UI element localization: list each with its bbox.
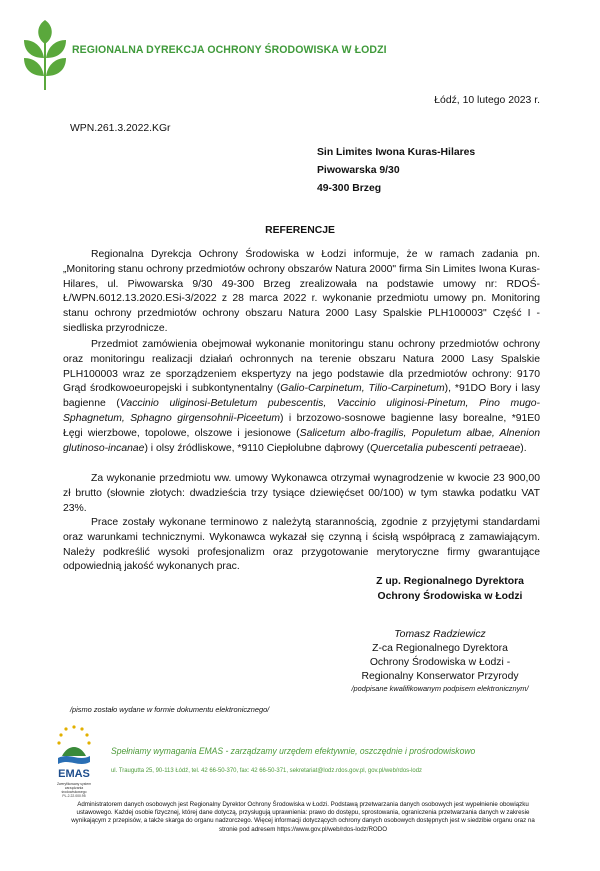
document-title: REFERENCJE bbox=[265, 225, 335, 236]
signature-on-behalf-1: Z up. Regionalnego Dyrektora bbox=[376, 576, 524, 587]
electronic-note: /pismo zostało wydane w formie dokumentu elektronicznego/ bbox=[70, 705, 270, 714]
addressee-line-3: 49-300 Brzeg bbox=[317, 183, 382, 194]
p2-text-4: ) i olsy źródliskowe, *9110 Ciepłolubne dąbrowy ( bbox=[144, 442, 371, 454]
p2-species-1: Galio-Carpinetum, Tilio-Carpinetum bbox=[280, 383, 445, 395]
reference-number: WPN.261.3.2022.KGr bbox=[70, 123, 171, 134]
p2-text-5: ). bbox=[520, 442, 527, 454]
footer-address: ul. Traugutta 25, 90-113 Łódź, tel. 42 66-50-370, fax: 42 66-50-371, sekretariat@lodz.rdos.gov.pl, gov.pl/web/rdos-lodz bbox=[111, 767, 422, 774]
p2-text-2: ), *91DO Bory i lasy bagienne ( bbox=[63, 383, 541, 410]
emas-caption bbox=[44, 782, 104, 798]
addressee-line-2: Piwowarska 9/30 bbox=[317, 165, 400, 176]
date-line: Łódź, 10 lutego 2023 r. bbox=[434, 95, 540, 106]
signatory-name: Tomasz Radziewicz bbox=[394, 629, 486, 640]
signed-note: /podpisane kwalifikowanym podpisem elektronicznym/ bbox=[351, 684, 529, 693]
leaf-logo-icon bbox=[22, 18, 68, 94]
paragraph-1: Regionalna Dyrekcja Ochrony Środowiska w Łodzi informuje, że w ramach zadania pn. „Monitoring stanu ochrony przedmiotów ochrony obszarów Natura 2000" firma Sin Limites Iwona Kuras-Hilares, ul. Piwowarska 9/30 49-300 Brzeg zrealizowała na podstawie umowy nr: RDOŚ-Ł/WPN.6012.13.2020.ESi-3/2022 z 28 marca 2022 r. wykonanie przedmiotu umowy pn. Monitoring stanu ochrony przedmiotów ochrony obszaru Natura 2000 Lasy Spalskie PLH100003" Część I - siedliska przyrodnicze. bbox=[63, 249, 540, 334]
emas-emblem-icon bbox=[44, 722, 104, 770]
emas-caption-2: zarządzania bbox=[64, 786, 84, 790]
emas-label: EMAS bbox=[58, 768, 90, 780]
signature-on-behalf-2: Ochrony Środowiska w Łodzi bbox=[377, 591, 523, 602]
signatory-role-2: Ochrony Środowiska w Łodzi - bbox=[369, 657, 511, 668]
p2-species-4: Quercetalia pubescenti petraeae bbox=[370, 442, 521, 454]
gdpr-notice: Administratorem danych osobowych jest Regionalny Dyrektor Ochrony Środowiska w Łodzi. Podstawą przetwarzania danych osobowych jest wypełnienie obowiązku ustawowego. Każdej osobie fizycznej, której dane dotyczą, przysługują uprawnienia: prawo do dostępu, sprostowania, ograniczenia przetwarzania danych w zakresie wynikającym z przepisów, a także skarga do organu nadzorczego. Więcej informacji dotyczących ochrony danych osobowych dostępnych jest w siedzibie organu oraz na stronie pod adresem https://www.gov.pl/web/rdos-lodz/RODO bbox=[71, 801, 535, 833]
paragraph-3: Za wykonanie przedmiotu ww. umowy Wykonawca otrzymał wynagrodzenie w kwocie 23 900,00 zł brutto (słownie złotych: dwadzieścia trzy tysiące dziewięćset 00/100) w tym stawka podatku VAT 23%. bbox=[63, 473, 540, 514]
emas-caption-1: Zweryfikowany system bbox=[56, 782, 92, 786]
signatory-role-3: Regionalny Konserwator Przyrody bbox=[361, 671, 519, 682]
footer-slogan: Spełniamy wymagania EMAS - zarządzamy urzędem efektywnie, oszczędnie i prośrodowiskowo bbox=[111, 746, 476, 756]
paragraph-2 bbox=[63, 338, 540, 456]
p2-species-3: Salicetum albo-fragilis, Populetum albae, Alnenion glutinoso-incanae bbox=[63, 427, 540, 454]
emas-caption-3: środowiskowego bbox=[61, 790, 87, 794]
emas-caption-4: PL-2.22.000.95 bbox=[62, 794, 86, 798]
p2-text-3: ) i brzozowo-sosnowe bagienne lasy borealne, *91E0 Łęgi wierzbowe, topolowe, olszowe i jesionowe ( bbox=[63, 412, 541, 439]
signatory-role-1: Z-ca Regionalnego Dyrektora bbox=[372, 643, 508, 654]
paragraph-4: Prace zostały wykonane terminowo z należytą starannością, zgodnie z przyjętymi standardami oraz warunkami technicznymi. Wykonawca wykazał się czynną i ścisłą współpracą z zamawiającym. Należy podkreślić wysoki profesjonalizm oraz przygotowanie merytoryczne firmy gwarantujące odpowiednią jakość wykonanych prac. bbox=[63, 517, 540, 573]
emas-logo bbox=[44, 722, 104, 798]
addressee-line-1: Sin Limites Iwona Kuras-Hilares bbox=[317, 147, 476, 158]
p2-text-1: Przedmiot zamówienia obejmował wykonanie monitoringu stanu ochrony przedmiotów ochrony oraz monitoringu realizacji działań ochronnych na terenie obszaru Natura 2000 Lasy Spalskie PLH100003 wraz ze sporządzeniem ekspertyzy na jego podstawie dla przedmiotów ochrony: 9170 Grąd środkowoeuropejski i subkontynentalny ( bbox=[63, 339, 540, 395]
p2-species-2: Vaccinio uliginosi-Betuletum pubescentis, Vaccinio uliginosi-Pinetum, Pino mugo-Sphagnetum, Sphagno girgensohnii-Piceetum bbox=[63, 398, 541, 424]
org-name: REGIONALNA DYREKCJA OCHRONY ŚRODOWISKA W ŁODZI bbox=[72, 44, 387, 56]
